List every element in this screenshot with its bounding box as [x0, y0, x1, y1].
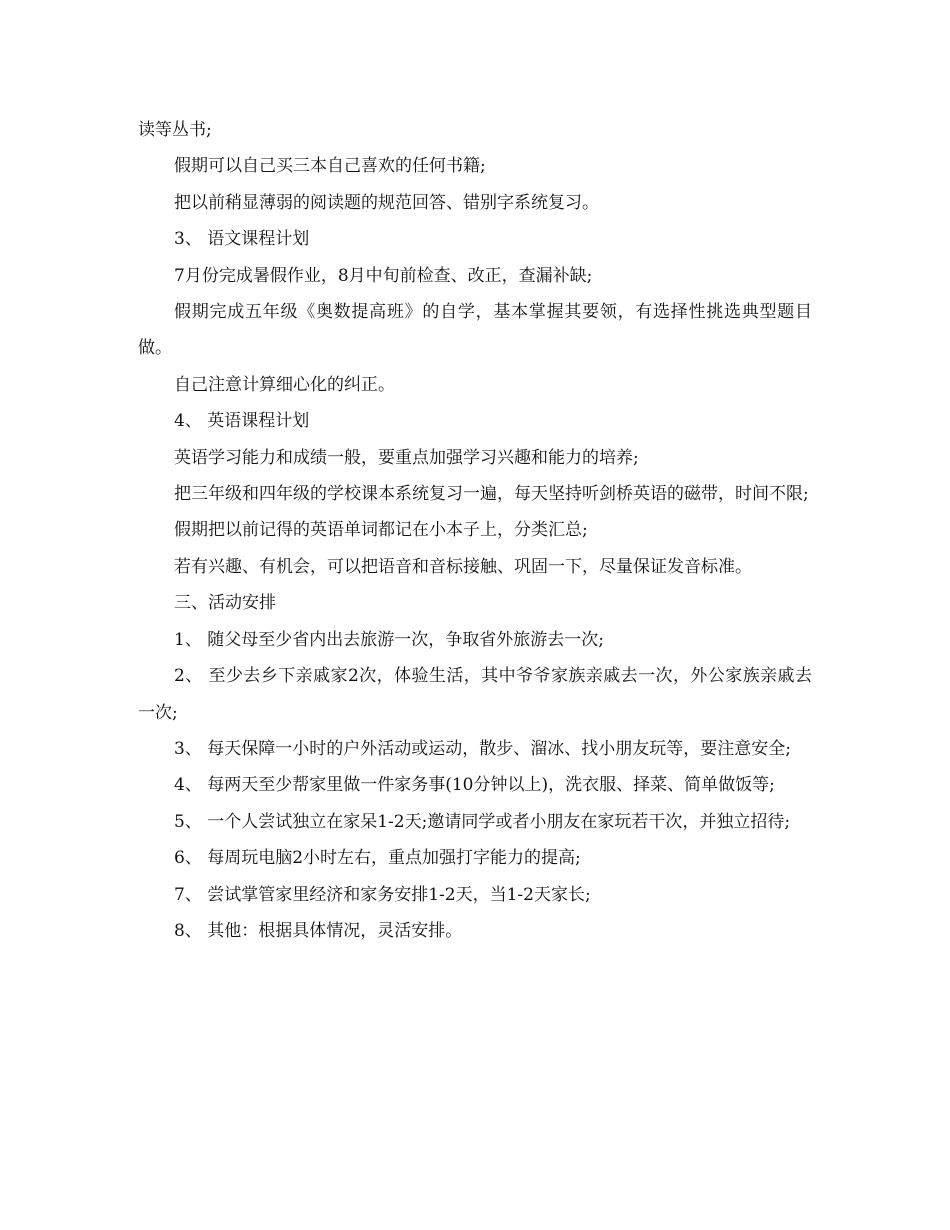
paragraph: 把三年级和四年级的学校课本系统复习一遍，每天坚持听剑桥英语的磁带，时间不限;: [174, 484, 809, 505]
section-heading-activities: 三、活动安排: [174, 593, 276, 614]
paragraph-continuation: 读等丛书;: [138, 120, 212, 140]
list-item: 5、 一个人尝试独立在家呆1-2天;邀请同学或者小朋友在家玩若干次，并独立招待;: [174, 811, 791, 832]
document-body: [138, 112, 812, 949]
paragraph: 假期完成五年级《奥数提高班》的自学，基本掌握其要领，有选择性挑选典型题目做。: [138, 302, 812, 359]
paragraph: 英语学习能力和成绩一般，要重点加强学习兴趣和能力的培养;: [174, 447, 639, 468]
list-item: 8、 其他：根据具体情况，灵活安排。: [174, 920, 463, 941]
paragraph: 7月份完成暑假作业，8月中旬前检查、改正，查漏补缺;: [174, 265, 593, 286]
paragraph: 把以前稍显薄弱的阅读题的规范回答、错别字系统复习。: [174, 192, 599, 213]
list-item: 4、 每两天至少帮家里做一件家务事(10分钟以上)，洗衣服、择菜、简单做饭等;: [174, 775, 775, 796]
list-item: 3、 每天保障一小时的户外活动或运动，散步、溜冰、找小朋友玩等，要注意安全;: [174, 738, 791, 759]
paragraph: 假期把以前记得的英语单词都记在小本子上，分类汇总;: [174, 520, 588, 541]
list-item: 2、 至少去乡下亲戚家2次，体验生活，其中爷爷家族亲戚去一次，外公家族亲戚去一次;: [138, 666, 812, 723]
paragraph: 假期可以自己买三本自己喜欢的任何书籍;: [174, 156, 486, 177]
list-item: 7、 尝试掌管家里经济和家务安排1-2天，当1-2天家长;: [174, 884, 591, 905]
section-heading-chinese-plan: 3、 语文课程计划: [174, 229, 310, 250]
paragraph: 自己注意计算细心化的纠正。: [174, 374, 395, 395]
list-item: 6、 每周玩电脑2小时左右，重点加强打字能力的提高;: [174, 848, 581, 869]
section-heading-english-plan: 4、 英语课程计划: [174, 411, 310, 432]
list-item: 1、 随父母至少省内出去旅游一次，争取省外旅游去一次;: [174, 629, 604, 650]
paragraph: 若有兴趣、有机会，可以把语音和音标接触、巩固一下，尽量保证发音标准。: [174, 556, 752, 577]
